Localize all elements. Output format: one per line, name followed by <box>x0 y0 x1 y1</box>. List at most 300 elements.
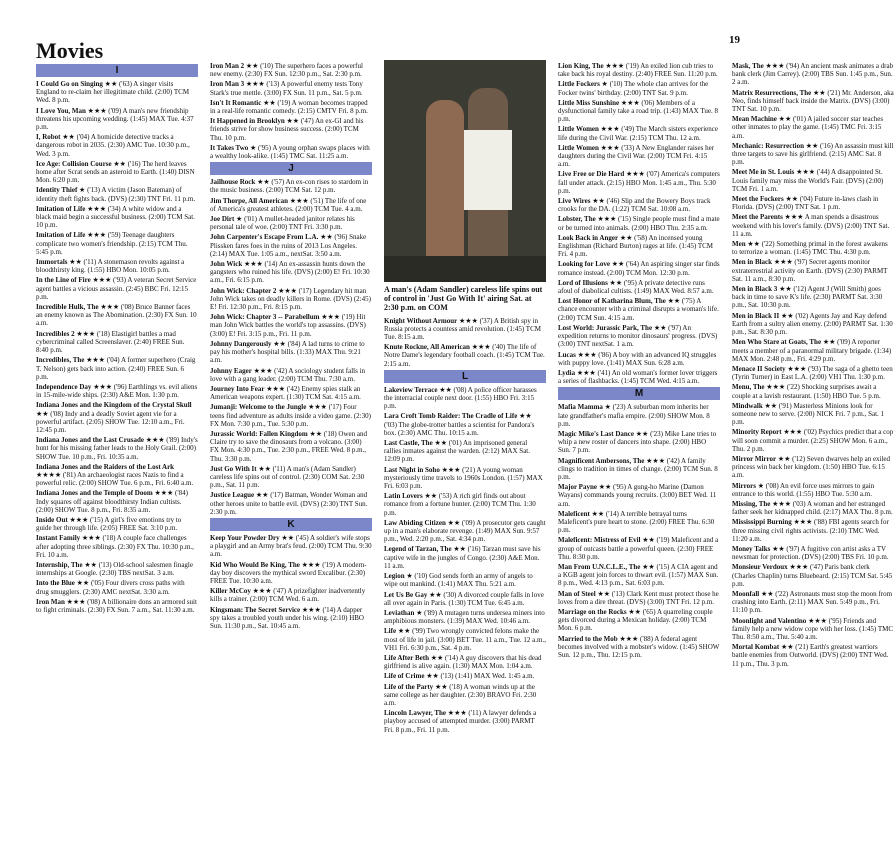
movie-listing <box>732 365 894 381</box>
movie-description: ★★★ ('41) An old woman's former lover triggers a series of flashbacks. (1:45) TCM Wed. 4:15 a.m. <box>558 368 718 386</box>
movie-listing <box>384 519 546 544</box>
movie-title: John Wick <box>210 260 243 269</box>
movie-description: ★★ ('17) Batman, Wonder Woman and other heroes unite to battle evil. (DVS) (2:30) TNT Sun. 2:30 p.m. <box>210 491 368 516</box>
movie-title: Lara Croft Tomb Raider: The Cradle of Life <box>384 412 518 421</box>
movie-listing <box>210 215 372 231</box>
movie-description: ★★★ ('15) Single people must find a mate or be turned into animals. (2:00) HBO Thu. 2:35 a.m. <box>558 215 720 232</box>
letter-divider: I <box>36 64 198 77</box>
movie-listing <box>36 463 198 488</box>
movie-listing <box>732 563 894 588</box>
movie-listing <box>732 115 894 140</box>
movie-description: ★★★ ('89) Indy's hunt for his missing father leads to the Holy Grail. (2:00) SHOW Tue. 10 p.m., Fri. 10:35 a.m. <box>36 436 198 461</box>
movie-listing <box>210 340 372 365</box>
movie-title: Little Fockers <box>558 80 600 89</box>
page-title: Movies <box>36 38 104 63</box>
movie-title: Jurassic World: Fallen Kingdom <box>210 429 308 438</box>
movie-title: Journey Into Fear <box>210 384 265 393</box>
movie-description: ★★ ('30) A divorced couple falls in love all over again in Paris. (1:30) TCM Tue. 6:45 a.m. <box>384 590 544 607</box>
movie-title: Inside Out <box>36 515 68 524</box>
movie-listing <box>210 287 372 312</box>
movie-description: ★★ ('23) Mike Lane tries to whip a new roster of dancers into shape. (2:00) HBO Sun. 7 p.m. <box>558 429 717 455</box>
listing-columns <box>36 62 894 847</box>
movie-description: ★★ ('22) Astronauts must stop the moon from crashing into Earth. (2:11) MAX Sun. 5:49 p.m., Fri. 11:10 p.m. <box>732 589 893 615</box>
movie-title: Mirror Mirror <box>732 454 777 463</box>
movie-listing <box>36 186 198 202</box>
actress-figure <box>426 100 464 260</box>
movie-title: Indiana Jones and the Raiders of the Lost Ark <box>36 462 175 471</box>
movie-description: ★★ ('58) An incensed young Englishman (Richard Burton) rages at life. (1:45) TCM Fri. 4 p.m. <box>558 233 714 259</box>
movie-listing <box>210 561 372 586</box>
movie-listing <box>210 80 372 96</box>
movie-title: It Takes Two <box>210 143 249 152</box>
movie-title: Life of the Party <box>384 682 434 691</box>
movie-title: Mafia Mamma <box>558 403 603 412</box>
movie-listing <box>36 258 198 274</box>
movie-listing <box>210 534 372 559</box>
movie-description: ★★★ ('59) Teenage daughters complicate two women's friendship. (2:15) TCM Thu. 5:45 p.m. <box>36 231 188 256</box>
movie-title: Magic Mike's Last Dance <box>558 429 635 438</box>
movie-listing <box>384 683 546 708</box>
movie-listing <box>36 303 198 328</box>
movie-listing <box>210 430 372 463</box>
movie-title: Meet Me in St. Louis <box>732 168 795 177</box>
movie-description: ★★ ('47) An ex-GI and his friends strive for show business success. (2:00) TCM Thu. 10 p.m. <box>210 117 364 142</box>
movie-title: Lord of Illusions <box>558 278 608 287</box>
movie-description: ★★ ('15) A CIA agent and a KGB agent join forces to thwart evil. (1:57) MAX Sun. 8 p.m., Wed. 4:13 p.m., Sat. 6:03 p.m. <box>558 562 719 588</box>
movie-description: ★★ ('05) Four divers cross paths with drug smugglers. (2:30) AMC nextSat. 3:30 a.m. <box>36 579 185 596</box>
movie-listing <box>558 563 720 588</box>
movie-title: Maleficent <box>558 509 590 518</box>
movie-title: Legend of Tarzan, The <box>384 545 452 554</box>
movie-listing <box>732 643 894 668</box>
movie-listing <box>732 89 894 114</box>
movie-title: Incredibles, The <box>36 356 85 365</box>
movie-description: ★★ ('11) A man's (Adam Sandler) careless life spins out of control. (2:30) COM Sat. 2:30 p.m., Sat. 11 p.m. <box>210 464 365 490</box>
movie-listing <box>36 160 198 185</box>
movie-description: ★★★ ('94) An ancient mask animates a drab bank clerk (Jim Carrey). (2:00) TBS Sun. 1:45 p.m., Sun. 2 a.m. <box>732 62 894 87</box>
movie-title: Man From U.N.C.L.E., The <box>558 562 641 571</box>
movie-listing <box>36 80 198 105</box>
movie-title: Instant Family <box>36 534 81 543</box>
movie-description: ★★ ('97) A fugitive con artist asks a TV newsman for protection. (DVS) (2:00) TBS Fri. 10 p.m. <box>732 544 889 562</box>
movie-description: ★★ ('91) Masterless Minions look for someone new to serve. (2:00) NICK Fri. 7 p.m., Sat. 1 p.m. <box>732 401 885 427</box>
movie-listing <box>732 402 894 427</box>
letter-divider: M <box>558 387 720 400</box>
movie-title: I, Robot <box>36 133 61 142</box>
movie-listing <box>558 197 720 213</box>
movie-listing <box>210 385 372 401</box>
movie-description: ★★ ('21) Mr. Anderson, aka Neo, finds himself back inside the Matrix. (DVS) (3:00) TNT Sat. 10 p.m. <box>732 88 894 114</box>
movie-listing <box>36 561 198 577</box>
movie-listing <box>732 142 894 167</box>
movie-title: Knight Without Armour <box>384 316 458 325</box>
movie-title: Mirrors <box>732 481 756 490</box>
movie-title: Meet the Fockers <box>732 195 784 204</box>
movie-description: ★★★ ('19) An exiled lion cub tries to take back his royal destiny. (2:40) FREE Sun. 11:20 p.m. <box>558 62 718 79</box>
movie-listing <box>210 465 372 490</box>
movie-title: Independence Day <box>36 382 92 391</box>
movie-title: In the Line of Fire <box>36 276 91 285</box>
movie-title: Isn't It Romantic <box>210 98 262 107</box>
movie-listing <box>558 510 720 535</box>
movie-description: ★★★ ('17) Legendary hit man John Wick takes on deadly killers in Rome. (DVS) (2:45) E! Fri. 12:30 p.m., Fri. 8:15 p.m. <box>210 286 371 312</box>
movie-listing <box>210 233 372 258</box>
movie-description: ★★★ ('09) A man's new friendship threatens his upcoming wedding. (1:45) MAX Tue. 4:37 p.m. <box>36 106 194 132</box>
movie-listing <box>36 356 198 381</box>
movie-description: ★★★ ('21) A young woman mysteriously time travels to 1960s London. (1:57) MAX Fri. 6:03 p.m. <box>384 465 543 491</box>
movie-description: ★ ('95) A young orphan swaps places with a wealthy look-alike. (1:45) TMC Sat. 11:25 a.m. <box>210 143 370 161</box>
movie-description: ★★★ ('84) Indy squares off against bloodthirsty Indian cultists. (2:00) SHOW Tue. 8 p.m., Fri. 8:35 a.m. <box>36 489 188 514</box>
movie-description: ★★ ('19) Maleficent and a group of outcasts battle a powerful queen. (2:30) FREE Thu. 8:30 p.m. <box>558 536 719 561</box>
movie-description: ★★★ ('51) The life of one of America's greatest athletes. (2:00) TCM Tue. 4 a.m. <box>210 196 367 213</box>
movie-description: ★★★ ('22) Shocking surprises await a couple at a lavish restaurant. (1:50) HBO Tue. 5 p.m. <box>732 383 881 400</box>
movie-description: ★★★ ('19) Hit man John Wick battles the world's top assassins. (DVS) (3:00) E! Fri. 3:15 p.m., Fri. 11 p.m. <box>210 313 366 338</box>
movie-title: Lucas <box>558 350 576 359</box>
movie-description: ★★★ ('04) A former superhero (Craig T. Nelson) gets back into action. (2:40) FREE Sun. 6 p.m. <box>36 356 196 381</box>
movie-listing <box>732 213 894 238</box>
movie-listing <box>732 455 894 480</box>
movie-description: ★★★ A man spends a disastrous weekend with his lover's family. (DVS) (2:00) TNT Sat. 11 a.m. <box>732 213 890 238</box>
movie-description: ★★ ('09) A reporter meets a member of a paranormal military brigade. (1:34) MAX Mon. 2:48 p.m., Fri. 4:29 p.m. <box>732 338 892 363</box>
movie-listing <box>558 536 720 561</box>
movie-description: ★★ ('04) A homicide detective tracks a dangerous robot in 2035. (2:30) AMC Tue. 10:30 p.m., Wed. 3 p.m. <box>36 133 190 158</box>
listing-column <box>384 62 546 847</box>
movie-title: Incredibles 2 <box>36 329 75 338</box>
movie-listing <box>732 500 894 516</box>
movie-description: ★★★ ('37) A British spy in Russia protects a countess amid revolution. (1:45) TCM Tue. 8:15 a.m. <box>384 316 541 342</box>
movie-description: ★★★ ('47) Paris bank clerk (Charles Chaplin) turns Bluebeard. (2:15) TCM Sat. 5:45 p.m. <box>732 563 893 588</box>
letter-divider: J <box>210 162 372 175</box>
movie-description: ★ ('89) A mutagen turns undersea miners into amphibious monsters. (1:39) MAX Wed. 10:46 a.m. <box>384 608 545 626</box>
movie-title: Life <box>384 627 397 636</box>
movie-description: ★★★ ('06) Members of a dysfunctional family take a road trip. (1:43) MAX Tue. 8 p.m. <box>558 98 719 124</box>
movie-title: Knute Rockne, All American <box>384 343 470 352</box>
movie-title: Lobster, The <box>558 215 596 224</box>
movie-description: ★★ ('95) A gung-ho Marine (Damon Wayans) commands young recruits. (3:00) BET Wed. 11 a.m. <box>558 483 717 508</box>
movie-title: Menu, The <box>732 383 765 392</box>
movie-title: Kid Who Would Be King, The <box>210 560 300 569</box>
movie-description: ★★★ ('49) The March sisters experience life during the Civil War. (2:15) TCM Thu. 12 a.m. <box>558 125 718 142</box>
movie-title: Mortal Kombat <box>732 643 780 652</box>
movie-listing <box>210 313 372 338</box>
movie-listing <box>558 608 720 633</box>
movie-description: ★★ ('13) Clark Kent must protect those he loves from a dire threat. (DVS) (3:00) TNT Fri. 12 p.m. <box>558 589 719 606</box>
listing-column <box>36 62 198 847</box>
movie-title: Marriage on the Rocks <box>558 607 627 616</box>
movie-title: Into the Blue <box>36 579 75 588</box>
movie-description: ★★ ('16) Tarzan must save his captive wife in the jungles of Congo. (2:30) A&E Mon. 11 a.m. <box>384 545 541 570</box>
movie-description: ★★ ('12) Agent J (Will Smith) goes back in time to save K's life. (2:30) PARMT Sat. 3:30 p.m., Sat. 10:30 p.m. <box>732 285 883 310</box>
photo-caption: A man's (Adam Sandler) careless life spins out of control in 'Just Go With It' airing Sat. at 2:30 p.m. on COM <box>384 285 543 313</box>
movie-listing <box>210 403 372 428</box>
movie-description: ★★ ('57) An ex-con rises to stardom in the music business. (2:00) TCM Sat. 12 p.m. <box>210 178 369 195</box>
movie-description: ★★ ('13) Old-school salesmen finagle internships at Google. (2:30) TBS nextSat. 3 a.m. <box>36 560 193 578</box>
movie-title: Money Talks <box>732 544 771 553</box>
section-header <box>36 38 156 64</box>
movie-listing <box>36 276 198 301</box>
movie-title: Minority Report <box>732 428 782 437</box>
movie-listing <box>732 258 894 283</box>
movie-description: ★★★★ ('81) An archaeologist races Nazis to find a powerful relic. (2:00) SHOW Tue. 6 p.m., Fri. 6:40 a.m. <box>36 470 194 488</box>
movie-title: Latin Lovers <box>384 492 423 501</box>
movie-description: ★★★ ('15) A girl's five emotions try to guide her through life. (2:05) FREE Sat. 3:10 p.m. <box>36 515 182 533</box>
movie-title: Identity Thief <box>36 186 78 195</box>
movie-description: ★★ ('18) A woman winds up at the same college as her daughter. (2:30) BRAVO Fri. 2:30 a.m. <box>384 682 537 707</box>
movie-description: ★★★ ('14) A dapper spy takes a troubled youth under his wing. (2:10) HBO Sun. 11:30 p.m., Sat. 10:45 a.m. <box>210 605 364 630</box>
movie-title: Lost World: Jurassic Park, The <box>558 323 653 332</box>
movie-listing <box>384 439 546 464</box>
movie-description: ★★ ('08) Indy and a deadly Soviet agent vie for a powerful artifact. (2:05) SHOW Tue. 12:10 a.m., Fri. 12:45 p.m. <box>36 409 185 434</box>
movie-title: Lakeview Terrace <box>384 385 438 394</box>
movie-description: ★★ ('14) A guy discovers that his dead girlfriend is alive again. (1:30) MAX Mon. 1:04 a.m. <box>384 653 542 671</box>
movie-title: Justice League <box>210 491 255 500</box>
movie-title: Life After Beth <box>384 653 429 662</box>
movie-title: Mississippi Burning <box>732 518 792 527</box>
movie-listing <box>558 80 720 96</box>
movie-description: ★★★ ('03) A woman and her estranged father seek her kidnapped child. (2:17) MAX Thu. 8 p.m. <box>732 499 893 517</box>
movie-description: ★★★ ('93) A veteran Secret Service agent battles a vicious assassin. (2:45) BBC Fri. 12:15 p.m. <box>36 276 197 301</box>
movie-description: ★★ ('16) An assassin must kill three targets to save his girlfriend. (2:15) AMC Sat. 8 p.m. <box>732 141 894 167</box>
movie-description: ★★ ('09) A prosecutor gets caught up in a man's elaborate revenge. (1:49) MAX Sun. 9:57 p.m., Wed. 2:20 p.m., Sat. 4:34 p.m. <box>384 518 546 544</box>
movie-listing <box>558 125 720 141</box>
listing-column <box>210 62 372 847</box>
movie-listing <box>732 518 894 543</box>
movie-title: John Carpenter's Escape From L.A. <box>210 233 319 242</box>
movie-title: Little Miss Sunshine <box>558 98 620 107</box>
movie-listing <box>36 107 198 132</box>
movie-listing <box>210 606 372 631</box>
movie-description: ★★ ('22) Something primal in the forest awakens to terrorize a woman. (1:45) TMC Thu. 4:30 p.m. <box>732 240 888 257</box>
movie-listing <box>384 672 546 680</box>
movie-listing <box>36 330 198 355</box>
movie-title: Major Payne <box>558 483 597 492</box>
movie-title: Men in Black 3 <box>732 285 778 294</box>
movie-listing <box>732 240 894 256</box>
movie-title: Mindwalk <box>732 401 763 410</box>
movie-listing <box>210 117 372 142</box>
movie-description: ★★ ('12) Seven dwarves help an exiled princess win back her kingdom. (1:50) HBO Tue. 6:15 a.m. <box>732 454 891 480</box>
movie-listing <box>558 260 720 276</box>
movie-listing <box>732 312 894 337</box>
movie-title: Men in Black <box>732 258 773 267</box>
movie-title: Incredible Hulk, The <box>36 303 99 312</box>
movie-listing <box>558 483 720 508</box>
movie-listing <box>384 386 546 411</box>
movie-listing <box>558 99 720 124</box>
movie-description: ★★ ('99) Two wrongly convicted felons make the most of life in jail. (3:00) BET Tue. 11 a.m., Tue. 12 a.m., VH1 Fri. 6:30 p.m., Sat. 4 p.m. <box>384 627 546 652</box>
movie-listing <box>732 482 894 498</box>
movie-description: ★★★ ('42) A family clings to tradition in times of change. (2:00) TCM Sun. 8 p.m. <box>558 456 718 481</box>
movie-description: ★ ('10) God sends forth an army of angels to wipe out mankind. (1:41) MAX Thu. 5:21 a.m. <box>384 572 533 589</box>
movie-description: ★ ('10) The whole clan arrives for the Focker twins' birthday. (2:00) TNT Sat. 9 p.m. <box>558 80 709 97</box>
movie-description: ★★★ ('42) A sociology student falls in love with a gang leader. (2:00) TCM Thu. 7:30 a.m. <box>210 366 366 383</box>
movie-title: Moonlight and Valentino <box>732 616 807 625</box>
movie-description: ★★ ('03) The globe-trotter battles a scientist for Pandora's box. (2:30) AMC Thu. 10:15 a.m. <box>384 412 535 437</box>
movie-listing <box>36 436 198 461</box>
movie-description: ★★★ ('88) A federal agent becomes involved with a mobster's widow. (1:45) SHOW Sun. 12 p.m., Thu. 12:15 p.m. <box>558 634 720 659</box>
movie-description: ★ ('08) An evil force uses mirrors to gain entrance to this world. (1:55) HBO Tue. 5:30 a.m. <box>732 481 875 498</box>
movie-description: ★★ ('75) A chance encounter with a criminal disrupts a woman's life. (2:00) TCM Sun. 4:15 a.m. <box>558 297 719 322</box>
floor-shape <box>384 256 546 282</box>
movie-description: ★★★ ('95) Friends and family help a new widow cope with her loss. (1:45) TMC Thu. 8:50 a.m., Thu. 5:40 a.m. <box>732 616 894 641</box>
movie-title: Keep Your Powder Dry <box>210 533 280 542</box>
movie-title: Menace II Society <box>732 364 786 373</box>
movie-description: ★★★ ('42) Enemy spies stalk an American weapons expert. (1:30) TCM Sat. 4:15 a.m. <box>210 384 361 402</box>
movie-title: Iron Man 3 <box>210 80 245 89</box>
movie-description: ★★★ ('47) A prizefighter inadvertently kills a trainer. (2:00) TCM Wed. 6 a.m. <box>210 587 366 604</box>
movie-listing <box>36 534 198 559</box>
movie-title: Monsieur Verdoux <box>732 563 788 572</box>
movie-description: ★★ ('45) A soldier's wife stops a playgirl and an Army brat's feud. (2:00) TCM Thu. 9:30 a.m. <box>210 533 372 559</box>
movie-listing <box>36 489 198 514</box>
listing-column <box>558 62 720 847</box>
movie-listing <box>732 545 894 561</box>
movie-listing <box>732 62 894 87</box>
movie-listing <box>36 231 198 256</box>
movie-listing <box>558 403 720 428</box>
movie-title: Immortals <box>36 258 68 267</box>
movie-description: ★★★ ('44) A disappointed St. Louis family may miss the World's Fair. (DVS) (2:00) TCM Fri. 1 a.m. <box>732 168 884 193</box>
movie-title: Let Us Be Gay <box>384 590 428 599</box>
movie-description: ★★ ('96) Snake Plissken fares foes in the ruins of 2013 Los Angeles. (2:14) MAX Tue. 1:05 a.m., nextSat. 3:50 a.m. <box>210 233 367 258</box>
page-number: 19 <box>729 34 740 46</box>
movie-title: Lion King, The <box>558 62 604 70</box>
movie-listing <box>210 144 372 160</box>
movie-listing <box>732 195 894 211</box>
movie-listing <box>384 343 546 368</box>
movie-title: Mask, The <box>732 62 764 70</box>
movie-description: ★★★ ('97) Secret agents monitor extraterrestrial activity on Earth. (DVS) (2:30) PARMT Sat. 11 a.m., 8:30 p.m. <box>732 258 888 283</box>
movie-listing <box>558 170 720 195</box>
movie-title: John Wick: Chapter 3 -- Parabellum <box>210 313 320 322</box>
movie-title: Little Women <box>558 125 599 134</box>
movie-listing <box>558 590 720 606</box>
movie-description: ★★ ('53) A rich girl finds out about romance from a fortune hunter. (2:00) TCM Thu. 1:30 p.m. <box>384 492 536 517</box>
movie-listing <box>36 579 198 595</box>
movie-description: ★★ ('08) A police officer harasses the interracial couple next door. (1:55) HBO Fri. 3:15 p.m. <box>384 385 537 411</box>
movie-listing <box>36 205 198 230</box>
movie-listing <box>558 62 720 78</box>
movie-listing <box>36 383 198 399</box>
movie-listing <box>384 492 546 517</box>
letter-divider: K <box>210 518 372 531</box>
movie-description: ★★ ('84) A lad turns to crime to pay his mother's hospital bills. (1:33) MAX Thu. 9:21 a.m. <box>210 339 365 365</box>
movie-listing <box>732 285 894 310</box>
movie-title: Mean Machine <box>732 115 777 124</box>
movie-description: ★★ ('97) An expedition returns to monitor dinosaurs' progress. (DVS) (3:00) TNT nextSat. 1 a.m. <box>558 323 718 349</box>
movie-listing <box>558 234 720 259</box>
movie-description: ★★ ('10) The superhero faces a powerful new enemy. (2:30) FX Sun. 12:30 p.m., Sat. 2:30 p.m. <box>210 62 363 79</box>
movie-description: ★★★ ('19) A modern-day boy discovers the mythical sword Excalibur. (2:30) FREE Tue. 10:30 a.m. <box>210 560 367 585</box>
movie-title: Jumanji: Welcome to the Jungle <box>210 403 307 412</box>
movie-listing <box>384 627 546 652</box>
movie-still-photo <box>384 60 546 282</box>
movie-title: Moonfall <box>732 589 760 598</box>
movie-listing <box>384 654 546 670</box>
movie-listing <box>558 635 720 660</box>
movie-title: John Wick: Chapter 2 <box>210 286 277 295</box>
movie-title: Ice Age: Collision Course <box>36 159 112 168</box>
movie-description: ★★ ('14) A terrible betrayal turns Maleficent's pure heart to stone. (2:00) FREE Thu. 6:30 p.m. <box>558 509 715 535</box>
movie-title: Just Go With It <box>210 464 257 473</box>
movie-title: Internship, The <box>36 560 83 569</box>
movie-title: It Happened in Brooklyn <box>210 117 285 126</box>
movie-listing <box>384 466 546 491</box>
movie-listing <box>384 591 546 607</box>
movie-title: Lydia <box>558 368 576 377</box>
movie-listing <box>36 516 198 532</box>
listing-column <box>732 62 894 847</box>
movie-listing <box>732 168 894 193</box>
movie-title: Iron Man <box>36 597 65 606</box>
movie-title: Johnny Dangerously <box>210 339 272 348</box>
movie-title: Mechanic: Resurrection <box>732 141 804 150</box>
movie-listing <box>384 317 546 342</box>
movie-title: I Love You, Man <box>36 106 86 115</box>
movie-description: ★★ ('63) A singer visits England to re-claim her illegitimate child. (2:00) TCM Wed. 8 p.m. <box>36 80 190 105</box>
movie-listing <box>384 709 546 734</box>
movie-title: Leviathan <box>384 608 415 617</box>
movie-title: Live Wires <box>558 197 591 206</box>
movie-description: ★★★ ('13) A powerful enemy tests Tony Stark's true mettle. (3:00) FX Sun. 11 p.m., Sat. 5 p.m. <box>210 80 363 97</box>
movie-title: Indiana Jones and the Last Crusade <box>36 436 144 445</box>
movie-listing <box>558 351 720 367</box>
movie-title: Last Night in Soho <box>384 465 440 474</box>
movie-description: ★★★ ('08) Bruce Banner faces an enemy known as The Abomination. (2:30) FX Sun. 10 a.m. <box>36 303 197 328</box>
movie-description: ★ ('01) A mullet-headed janitor relates his personal tale of woe. (2:00) TNT Fri. 3:30 p.m. <box>210 215 355 232</box>
movie-title: Lincoln Lawyer, The <box>384 709 447 718</box>
movie-title: Little Women <box>558 143 599 152</box>
movie-description: ★★ ('04) Future in-laws clash in Florida. (DVS) (2:00) TNT Sat. 1 p.m. <box>732 195 879 212</box>
movie-listing <box>210 367 372 383</box>
movie-title: Indiana Jones and the Temple of Doom <box>36 489 153 498</box>
movie-description: ★★ ('46) Slip and the Bowery Boys track crooks for the DA. (1:22) TCM Sat. 10:08 a.m. <box>558 197 711 214</box>
movie-title: Married to the Mob <box>558 634 618 643</box>
movie-title: Live Free or Die Hard <box>558 170 625 179</box>
movie-title: Iron Man 2 <box>210 62 245 70</box>
movie-title: Matrix Resurrections, The <box>732 88 812 97</box>
movie-description: ★★ ('16) The herd leaves home after Scrat sends an asteroid to Earth. (1:40) DISN Mon. 6:20 p.m. <box>36 159 195 185</box>
shirt-shape <box>464 130 512 210</box>
movie-listing <box>732 590 894 615</box>
movie-description: ★★ ('19) A woman becomes trapped in a real-life romantic comedy. (2:15) CMTV Fri. 8 p.m. <box>210 98 368 116</box>
movie-title: Imitation of Life <box>36 231 86 240</box>
movie-listing <box>384 609 546 625</box>
movie-listing <box>210 260 372 285</box>
movie-listing <box>558 369 720 385</box>
movie-title: Maleficent: Mistress of Evil <box>558 536 641 545</box>
movie-title: Joe Dirt <box>210 215 235 224</box>
movie-description: ★★★ ('34) A white widow and a black maid begin a successful business. (2:00) TCM Sat. 10 p.m. <box>36 204 195 230</box>
movie-title: Life of Crime <box>384 672 425 681</box>
movie-description: ★★★ ('11) A lawyer defends a playboy accused of attempted murder. (3:00) PARMT Fri. 8 p.m., Fri. 11 p.m. <box>384 709 537 734</box>
movie-listing <box>732 617 894 642</box>
movie-listing <box>210 178 372 194</box>
movie-description: ★★★ ('18) A couple face challenges after adopting three siblings. (2:30) FX Thu. 10:30 p.m., Fri. 10 a.m. <box>36 534 194 559</box>
movie-listing <box>558 457 720 482</box>
movie-title: Law Abiding Citizen <box>384 518 446 527</box>
movie-title: Last Castle, The <box>384 439 433 448</box>
movie-listing <box>558 430 720 455</box>
movie-listing <box>732 383 894 399</box>
movie-description: ★★★ ('18) Elastigirl battles a mad cybercriminal called Screenslaver. (2:40) FREE Sun. 8:40 p.m. <box>36 329 185 355</box>
movie-title: Men Who Stare at Goats, The <box>732 338 822 347</box>
movie-title: Man of Steel <box>558 589 596 598</box>
movie-description: ★★ ('13) (1:41) MAX Wed. 1:45 a.m. <box>426 672 535 681</box>
movie-listing <box>732 338 894 363</box>
movie-description: ★★★ ('33) A New Englander raises her daughters during the Civil War. (2:00) TCM Fri. 4:15 a.m. <box>558 143 715 169</box>
movie-title: Kingsman: The Secret Service <box>210 605 301 614</box>
